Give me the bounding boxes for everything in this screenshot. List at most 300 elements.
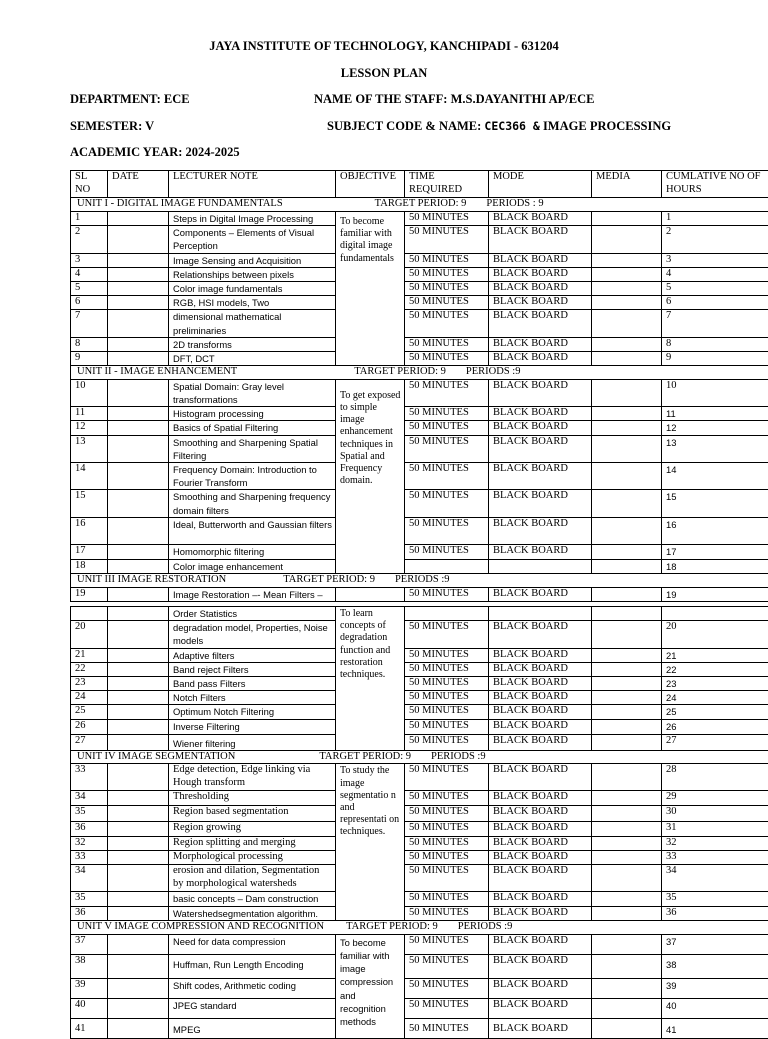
time-cell: 50 MINUTES (405, 934, 489, 954)
cumulative-cell: 23 (662, 677, 768, 691)
note-cell: Homomorphic filtering (169, 544, 336, 559)
media-cell (592, 463, 662, 490)
time-cell: 50 MINUTES (405, 954, 489, 978)
sl-cell: 2 (71, 226, 108, 253)
date-cell (108, 764, 169, 791)
sl-cell: 8 (71, 337, 108, 351)
mode-cell: BLACK BOARD (489, 226, 592, 253)
institute-name: JAYA INSTITUTE OF TECHNOLOGY, KANCHIPADI - 631204 (0, 39, 768, 54)
mode-cell: BLACK BOARD (489, 212, 592, 226)
media-cell (592, 791, 662, 806)
media-cell (592, 310, 662, 337)
unit-header-row (71, 574, 768, 588)
media-cell (592, 1018, 662, 1038)
mode-cell: BLACK BOARD (489, 421, 592, 435)
date-cell (108, 337, 169, 351)
date-cell (108, 822, 169, 837)
table-row (71, 282, 768, 296)
table-row (71, 978, 768, 998)
cumulative-cell: 16 (662, 517, 768, 544)
date-cell (108, 720, 169, 734)
lesson-plan-table-1 (70, 170, 768, 602)
time-cell: 50 MINUTES (405, 337, 489, 351)
date-cell (108, 791, 169, 806)
date-cell (108, 559, 169, 573)
objective-cell: To learn concepts of degradation function and restoration techniques. (336, 607, 405, 751)
sl-cell: 40 (71, 998, 108, 1018)
cumulative-cell: 26 (662, 720, 768, 734)
date-cell (108, 253, 169, 267)
table-row (71, 435, 768, 462)
cumulative-cell: 11 (662, 407, 768, 421)
date-cell (108, 978, 169, 998)
target-period: TARGET PERIOD: 9 (375, 198, 467, 209)
media-cell (592, 559, 662, 573)
cumulative-cell: 2 (662, 226, 768, 253)
cumulative-cell: 33 (662, 851, 768, 865)
sl-cell: 5 (71, 282, 108, 296)
staff-label: NAME OF THE STAFF: M.S.DAYANITHI AP/ECE (314, 92, 594, 107)
note-cell: Smoothing and Sharpening Spatial Filtering (169, 435, 336, 462)
sl-cell: 24 (71, 691, 108, 705)
col-objective: OBJECTIVE (336, 171, 405, 198)
cumulative-cell: 12 (662, 421, 768, 435)
col-time: TIME REQUIRED (405, 171, 489, 198)
time-cell: 50 MINUTES (405, 720, 489, 734)
media-cell (592, 435, 662, 462)
sl-cell (71, 607, 108, 621)
cumulative-cell: 39 (662, 978, 768, 998)
cumulative-cell: 22 (662, 662, 768, 676)
cumulative-cell: 35 (662, 891, 768, 906)
time-cell: 50 MINUTES (405, 490, 489, 517)
date-cell (108, 934, 169, 954)
media-cell (592, 587, 662, 601)
note-cell: Wiener filtering (169, 734, 336, 750)
sl-cell: 6 (71, 296, 108, 310)
sl-cell: 13 (71, 435, 108, 462)
subject-code: CEC366 & (484, 119, 539, 133)
sl-cell: 37 (71, 934, 108, 954)
sl-cell: 38 (71, 954, 108, 978)
academic-year-label: ACADEMIC YEAR: 2024-2025 (70, 145, 240, 160)
time-cell: 50 MINUTES (405, 691, 489, 705)
mode-cell: BLACK BOARD (489, 352, 592, 366)
date-cell (108, 421, 169, 435)
note-cell: Color image enhancement (169, 559, 336, 573)
cumulative-cell: 17 (662, 544, 768, 559)
date-cell (108, 544, 169, 559)
time-cell (405, 559, 489, 573)
table-row (71, 791, 768, 806)
time-cell: 50 MINUTES (405, 891, 489, 906)
mode-cell: BLACK BOARD (489, 1018, 592, 1038)
cumulative-cell: 28 (662, 764, 768, 791)
time-cell: 50 MINUTES (405, 705, 489, 720)
sl-cell: 17 (71, 544, 108, 559)
subject-prefix: SUBJECT CODE & NAME: (327, 119, 484, 133)
note-cell: Steps in Digital Image Processing (169, 212, 336, 226)
date-cell (108, 310, 169, 337)
media-cell (592, 764, 662, 791)
mode-cell: BLACK BOARD (489, 806, 592, 822)
cumulative-cell: 20 (662, 621, 768, 648)
sl-cell: 16 (71, 517, 108, 544)
media-cell (592, 490, 662, 517)
table-row (71, 253, 768, 267)
target-period: TARGET PERIOD: 9 (319, 751, 411, 762)
column-header-row (71, 171, 768, 198)
note-cell: MPEG (169, 1018, 336, 1038)
sl-cell: 26 (71, 720, 108, 734)
cumulative-cell: 24 (662, 691, 768, 705)
sl-cell: 19 (71, 587, 108, 601)
periods: PERIODS :9 (466, 366, 521, 377)
mode-cell: BLACK BOARD (489, 544, 592, 559)
note-cell: Thresholding (169, 791, 336, 806)
table-row (71, 998, 768, 1018)
sl-cell: 22 (71, 662, 108, 676)
note-cell: Components – Elements of Visual Perception (169, 226, 336, 253)
date-cell (108, 837, 169, 851)
date-cell (108, 662, 169, 676)
date-cell (108, 851, 169, 865)
time-cell: 50 MINUTES (405, 267, 489, 281)
mode-cell: BLACK BOARD (489, 379, 592, 406)
mode-cell: BLACK BOARD (489, 891, 592, 906)
media-cell (592, 621, 662, 648)
cumulative-cell: 10 (662, 379, 768, 406)
note-cell: Notch Filters (169, 691, 336, 705)
time-cell: 50 MINUTES (405, 662, 489, 676)
unit-title: UNIT V IMAGE COMPRESSION AND RECOGNITION (77, 921, 324, 932)
sl-cell: 9 (71, 352, 108, 366)
note-cell: degradation model, Properties, Noise models (169, 621, 336, 648)
date-cell (108, 407, 169, 421)
time-cell: 50 MINUTES (405, 791, 489, 806)
table-row (71, 407, 768, 421)
time-cell: 50 MINUTES (405, 310, 489, 337)
date-cell (108, 296, 169, 310)
media-cell (592, 998, 662, 1018)
cumulative-cell: 27 (662, 734, 768, 750)
cumulative-cell: 13 (662, 435, 768, 462)
note-cell: Frequency Domain: Introduction to Fourier Transform (169, 463, 336, 490)
media-cell (592, 517, 662, 544)
table-row (71, 837, 768, 851)
media-cell (592, 720, 662, 734)
cumulative-cell: 38 (662, 954, 768, 978)
table-row (71, 607, 768, 621)
media-cell (592, 379, 662, 406)
target-period: TARGET PERIOD: 9 (283, 574, 375, 585)
mode-cell: BLACK BOARD (489, 764, 592, 791)
sl-cell: 18 (71, 559, 108, 573)
media-cell (592, 421, 662, 435)
mode-cell: BLACK BOARD (489, 296, 592, 310)
sl-cell: 11 (71, 407, 108, 421)
date-cell (108, 998, 169, 1018)
media-cell (592, 212, 662, 226)
media-cell (592, 352, 662, 366)
mode-cell: BLACK BOARD (489, 337, 592, 351)
mode-cell: BLACK BOARD (489, 837, 592, 851)
table-row (71, 337, 768, 351)
sl-cell: 35 (71, 806, 108, 822)
mode-cell: BLACK BOARD (489, 587, 592, 601)
note-cell: Spatial Domain: Gray level transformations (169, 379, 336, 406)
col-note: LECTURER NOTE (169, 171, 336, 198)
table-row (71, 421, 768, 435)
note-cell: Region based segmentation (169, 806, 336, 822)
table-row (71, 764, 768, 791)
cumulative-cell: 41 (662, 1018, 768, 1038)
date-cell (108, 463, 169, 490)
cumulative-cell: 19 (662, 587, 768, 601)
objective-cell: To become familiar with image compression and recognition methods (336, 934, 405, 1038)
time-cell: 50 MINUTES (405, 544, 489, 559)
time-cell: 50 MINUTES (405, 734, 489, 750)
objective-cell: To become familiar with digital image fundamentals (336, 212, 405, 366)
table-row (71, 226, 768, 253)
sl-cell: 10 (71, 379, 108, 406)
table-row (71, 267, 768, 281)
note-cell: basic concepts – Dam construction (169, 891, 336, 906)
cumulative-cell: 29 (662, 791, 768, 806)
time-cell: 50 MINUTES (405, 212, 489, 226)
media-cell (592, 407, 662, 421)
cumulative-cell: 34 (662, 865, 768, 891)
table-row (71, 517, 768, 544)
sl-cell: 25 (71, 705, 108, 720)
mode-cell: BLACK BOARD (489, 621, 592, 648)
time-cell (405, 607, 489, 621)
mode-cell: BLACK BOARD (489, 734, 592, 750)
note-cell: erosion and dilation, Segmentation by morphological watersheds (169, 865, 336, 891)
note-cell: 2D transforms (169, 337, 336, 351)
media-cell (592, 891, 662, 906)
date-cell (108, 212, 169, 226)
note-cell: Relationships between pixels (169, 267, 336, 281)
unit-header-row (71, 920, 768, 934)
time-cell: 50 MINUTES (405, 253, 489, 267)
sl-cell: 32 (71, 837, 108, 851)
time-cell: 50 MINUTES (405, 764, 489, 791)
media-cell (592, 705, 662, 720)
sl-cell: 23 (71, 677, 108, 691)
date-cell (108, 865, 169, 891)
table-row (71, 677, 768, 691)
note-cell: Huffman, Run Length Encoding (169, 954, 336, 978)
time-cell: 50 MINUTES (405, 851, 489, 865)
media-cell (592, 607, 662, 621)
table-row (71, 621, 768, 648)
cumulative-cell: 9 (662, 352, 768, 366)
note-cell: JPEG standard (169, 998, 336, 1018)
date-cell (108, 806, 169, 822)
table-row (71, 734, 768, 750)
col-mode: MODE (489, 171, 592, 198)
table-row (71, 310, 768, 337)
mode-cell: BLACK BOARD (489, 822, 592, 837)
note-cell: dimensional mathematical preliminaries (169, 310, 336, 337)
note-cell: Optimum Notch Filtering (169, 705, 336, 720)
cumulative-cell: 3 (662, 253, 768, 267)
table-row (71, 463, 768, 490)
unit-header-row (71, 750, 768, 764)
lesson-plan-table-2 (70, 606, 768, 1039)
cumulative-cell: 36 (662, 906, 768, 920)
time-cell: 50 MINUTES (405, 677, 489, 691)
unit-header-row (71, 366, 768, 380)
note-cell: Band reject Filters (169, 662, 336, 676)
date-cell (108, 379, 169, 406)
table-row (71, 851, 768, 865)
col-media: MEDIA (592, 171, 662, 198)
cumulative-cell: 15 (662, 490, 768, 517)
date-cell (108, 1018, 169, 1038)
mode-cell: BLACK BOARD (489, 253, 592, 267)
table-row (71, 806, 768, 822)
date-cell (108, 621, 169, 648)
cumulative-cell: 37 (662, 934, 768, 954)
cumulative-cell: 30 (662, 806, 768, 822)
time-cell: 50 MINUTES (405, 865, 489, 891)
time-cell: 50 MINUTES (405, 226, 489, 253)
media-cell (592, 865, 662, 891)
table-row (71, 720, 768, 734)
date-cell (108, 607, 169, 621)
mode-cell: BLACK BOARD (489, 463, 592, 490)
note-cell: Edge detection, Edge linking via Hough transform (169, 764, 336, 791)
date-cell (108, 282, 169, 296)
sl-cell: 27 (71, 734, 108, 750)
media-cell (592, 837, 662, 851)
sl-cell: 34 (71, 791, 108, 806)
table-row (71, 954, 768, 978)
note-cell: Basics of Spatial Filtering (169, 421, 336, 435)
mode-cell: BLACK BOARD (489, 691, 592, 705)
table-row (71, 822, 768, 837)
note-cell: Band pass Filters (169, 677, 336, 691)
date-cell (108, 352, 169, 366)
table-row (71, 1018, 768, 1038)
media-cell (592, 822, 662, 837)
date-cell (108, 954, 169, 978)
sl-cell: 33 (71, 764, 108, 791)
note-cell: Image Sensing and Acquisition (169, 253, 336, 267)
table-row (71, 212, 768, 226)
mode-cell: BLACK BOARD (489, 490, 592, 517)
note-cell: Inverse Filtering (169, 720, 336, 734)
media-cell (592, 851, 662, 865)
media-cell (592, 677, 662, 691)
date-cell (108, 677, 169, 691)
cumulative-cell: 21 (662, 648, 768, 662)
mode-cell: BLACK BOARD (489, 865, 592, 891)
mode-cell: BLACK BOARD (489, 978, 592, 998)
cumulative-cell: 7 (662, 310, 768, 337)
sl-cell: 21 (71, 648, 108, 662)
date-cell (108, 267, 169, 281)
mode-cell: BLACK BOARD (489, 648, 592, 662)
table-row (71, 490, 768, 517)
sl-cell: 7 (71, 310, 108, 337)
media-cell (592, 544, 662, 559)
unit-title: UNIT I - DIGITAL IMAGE FUNDAMENTALS (77, 198, 283, 209)
time-cell: 50 MINUTES (405, 379, 489, 406)
note-cell: Histogram processing (169, 407, 336, 421)
time-cell: 50 MINUTES (405, 282, 489, 296)
subject-name: IMAGE PROCESSING (540, 119, 671, 133)
media-cell (592, 337, 662, 351)
periods: PERIODS : 9 (486, 198, 543, 209)
sl-cell: 35 (71, 891, 108, 906)
mode-cell: BLACK BOARD (489, 662, 592, 676)
cumulative-cell: 40 (662, 998, 768, 1018)
objective-cell: To get exposed to simple image enhancement techniques in Spatial and Frequency domain. (336, 379, 405, 573)
mode-cell: BLACK BOARD (489, 407, 592, 421)
cumulative-cell: 18 (662, 559, 768, 573)
date-cell (108, 435, 169, 462)
media-cell (592, 954, 662, 978)
mode-cell: BLACK BOARD (489, 517, 592, 544)
time-cell: 50 MINUTES (405, 1018, 489, 1038)
date-cell (108, 691, 169, 705)
sl-cell: 15 (71, 490, 108, 517)
table-row (71, 544, 768, 559)
mode-cell (489, 607, 592, 621)
target-period: TARGET PERIOD: 9 (346, 921, 438, 932)
media-cell (592, 734, 662, 750)
note-cell: Morphological processing (169, 851, 336, 865)
objective-cell (336, 587, 405, 601)
date-cell (108, 517, 169, 544)
document-title: LESSON PLAN (0, 66, 768, 81)
sl-cell: 3 (71, 253, 108, 267)
media-cell (592, 978, 662, 998)
unit-title: UNIT II - IMAGE ENHANCEMENT (77, 366, 237, 377)
time-cell: 50 MINUTES (405, 587, 489, 601)
sl-cell: 4 (71, 267, 108, 281)
time-cell: 50 MINUTES (405, 906, 489, 920)
note-cell: DFT, DCT (169, 352, 336, 366)
table-row (71, 934, 768, 954)
sl-cell: 41 (71, 1018, 108, 1038)
note-cell: Region growing (169, 822, 336, 837)
sl-cell: 12 (71, 421, 108, 435)
cumulative-cell: 25 (662, 705, 768, 720)
objective-cell: To study the image segmentatio n and representati on techniques. (336, 764, 405, 920)
mode-cell: BLACK BOARD (489, 267, 592, 281)
time-cell: 50 MINUTES (405, 648, 489, 662)
cumulative-cell (662, 607, 768, 621)
time-cell: 50 MINUTES (405, 837, 489, 851)
note-cell: Adaptive filters (169, 648, 336, 662)
note-cell: Color image fundamentals (169, 282, 336, 296)
note-cell: Smoothing and Sharpening frequency domain filters (169, 490, 336, 517)
time-cell: 50 MINUTES (405, 352, 489, 366)
cumulative-cell: 14 (662, 463, 768, 490)
col-cumulative: CUMLATIVE NO OF HOURS (662, 171, 768, 198)
unit-header-row (71, 198, 768, 212)
note-cell: Region splitting and merging (169, 837, 336, 851)
mode-cell: BLACK BOARD (489, 677, 592, 691)
date-cell (108, 734, 169, 750)
note-cell: RGB, HSI models, Two (169, 296, 336, 310)
media-cell (592, 296, 662, 310)
mode-cell (489, 559, 592, 573)
